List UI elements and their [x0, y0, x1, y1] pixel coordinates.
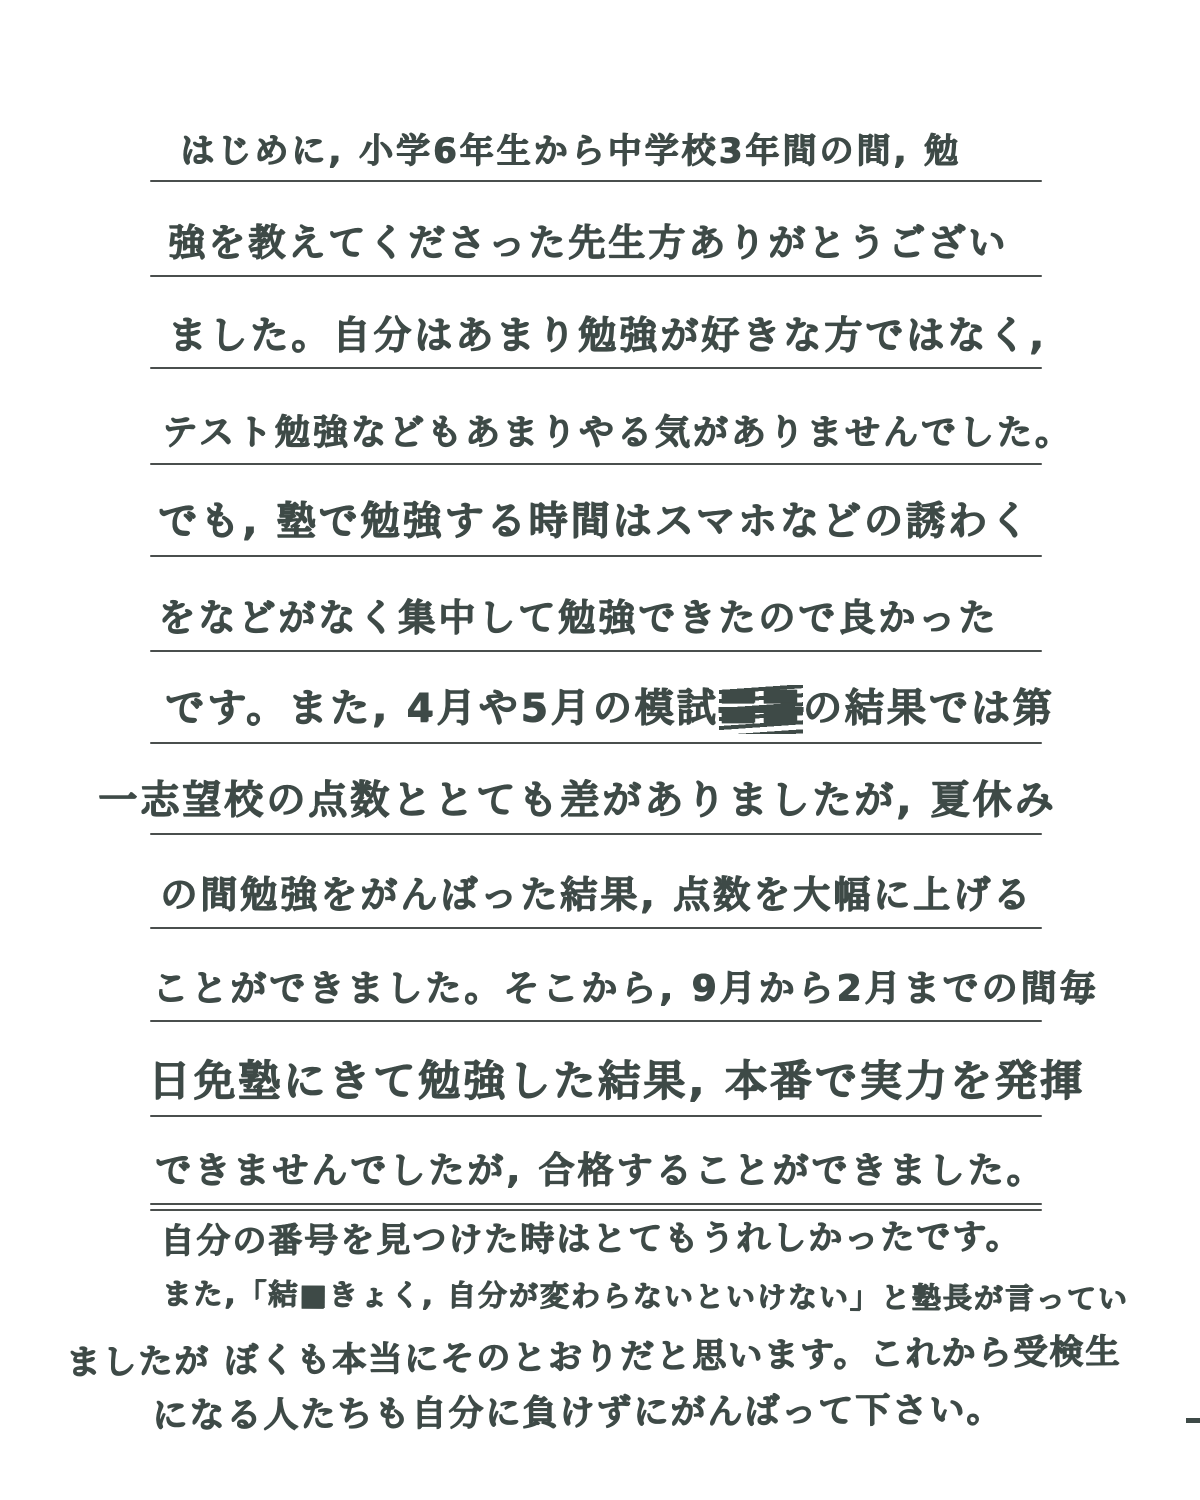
- handwritten-line-8: 一志望校の点数ととても差がありましたが, 夏休み: [98, 778, 1057, 823]
- ruled-line: [150, 833, 1042, 835]
- handwritten-line-12: できませんでしたが, 合格することができました。: [155, 1150, 1046, 1191]
- line-14-text: きょく, 自分が変わらないといけない」と塾長が言ってい: [328, 1277, 1129, 1316]
- ruled-line: [150, 1115, 1042, 1117]
- ruled-line: [150, 555, 1042, 557]
- handwritten-line-14: [162, 1275, 1129, 1316]
- ruled-line: [150, 1020, 1042, 1022]
- handwritten-line-7: [165, 685, 1055, 734]
- ruled-line: [150, 180, 1042, 182]
- blacked-out-character: ■: [298, 1277, 329, 1312]
- handwritten-line-15: ましたが ぼくも本当にそのとおりだと思います。これから受検生: [65, 1331, 1122, 1383]
- scan-edge-mark: [1186, 1418, 1200, 1423]
- ruled-line: [150, 742, 1042, 744]
- handwritten-line-16: になる人たちも自分に負けずにがんばって下さい。: [151, 1390, 1004, 1436]
- handwritten-line-10: ことができました。そこから, 9月から2月までの間毎: [152, 968, 1099, 1009]
- ruled-line-double: [150, 1209, 1042, 1211]
- handwritten-line-11: 日免塾にきて勉強した結果, 本番で実力を発揮: [148, 1056, 1085, 1105]
- ruled-line: [150, 1203, 1042, 1205]
- handwritten-line-1: はじめに, 小学6年生から中学校3年間の間, 勉: [180, 131, 961, 171]
- crossed-out-text: 〓〓: [719, 685, 803, 734]
- line-14-text: また,「結: [161, 1276, 300, 1312]
- handwritten-line-5: でも, 塾で勉強する時間はスマホなどの誘わく: [158, 499, 1032, 544]
- handwritten-line-13: 自分の番号を見つけた時はとてもうれしかったです。: [159, 1216, 1022, 1262]
- ruled-line: [150, 367, 1042, 369]
- handwritten-line-9: の間勉強をがんばった結果, 点数を大幅に上げる: [160, 873, 1033, 916]
- handwritten-line-3: ました。自分はあまり勉強が好きな方ではなく,: [168, 313, 1047, 357]
- ruled-line: [150, 650, 1042, 652]
- ruled-line: [150, 463, 1042, 465]
- handwritten-line-6: をなどがなく集中して勉強できたので良かった: [158, 596, 998, 639]
- ruled-line: [150, 275, 1042, 277]
- line-7-text: の結果では第: [802, 686, 1055, 731]
- handwritten-line-2: 強を教えてくださった先生方ありがとうござい: [168, 221, 1008, 264]
- handwritten-line-4: テスト勉強などもあまりやる気がありませんでした。: [162, 413, 1073, 453]
- line-7-text: です。また, 4月や5月の模試: [165, 686, 719, 731]
- ruled-line: [150, 927, 1042, 929]
